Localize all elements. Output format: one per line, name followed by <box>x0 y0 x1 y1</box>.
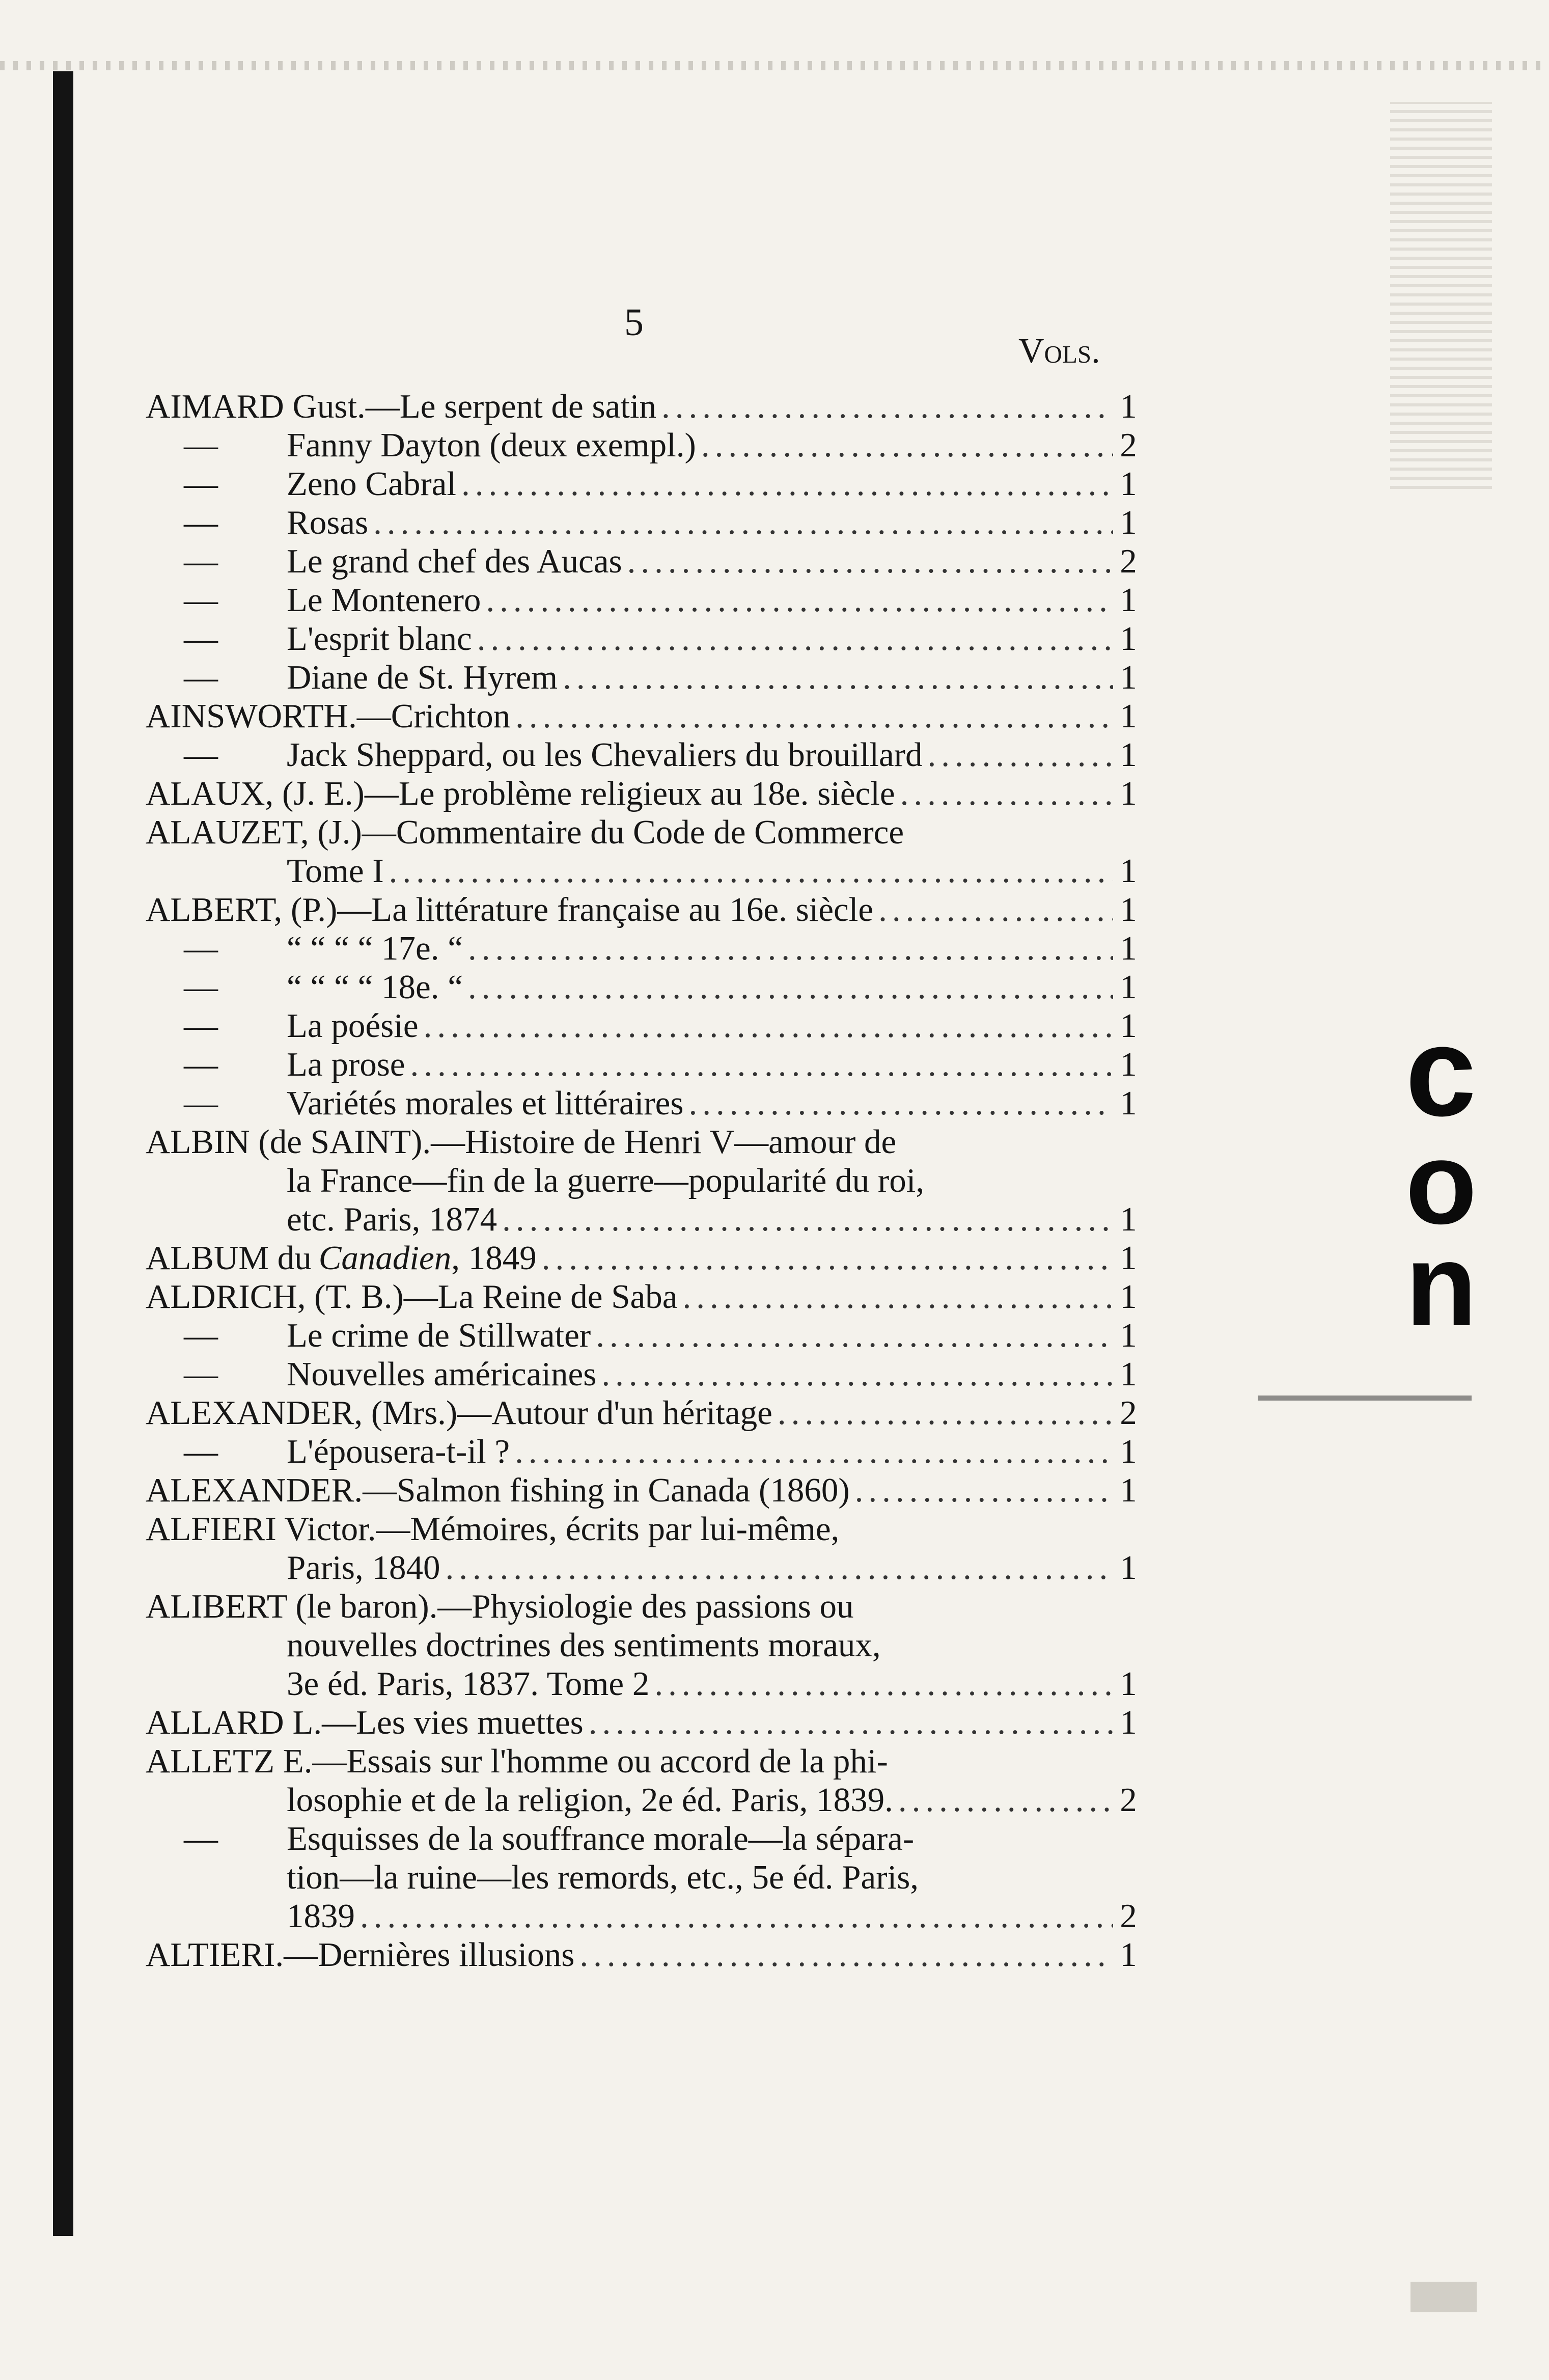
entry-continuation: Paris, 1840 ..... 1 <box>146 1548 1113 1587</box>
entry-title: —Autour d'un héritage <box>457 1394 772 1432</box>
dot-leader <box>661 387 1113 426</box>
dot-leader <box>654 1664 1113 1703</box>
ditto-dash: — <box>184 968 218 1006</box>
dot-leader <box>900 774 1113 813</box>
catalogue-entry <box>146 658 1137 697</box>
catalogue-entry <box>146 581 1137 619</box>
scan-margin-strip <box>1258 1396 1472 1401</box>
entry-title: Fanny Dayton (deux exempl.) <box>287 426 696 464</box>
volume-count: 1 <box>1120 1239 1137 1277</box>
author-name: ALTIERI. <box>146 1936 284 1974</box>
entry-continuation: Tome I ..... 1 <box>146 852 1113 890</box>
entry-title: —Essais sur l'homme ou accord de la phi- <box>312 1742 888 1780</box>
catalogue-entry <box>146 1355 1137 1393</box>
entry-title: L'épousera-t-il ? <box>287 1433 510 1470</box>
volume-count: 1 <box>1120 1936 1137 1974</box>
entry-title: —Histoire de Henri V—amour de <box>431 1123 897 1161</box>
entry-title: “ “ “ “ 17e. “ <box>287 929 463 967</box>
catalogue-entry <box>146 619 1137 658</box>
volume-count: 1 <box>1120 1704 1137 1741</box>
volume-count: 2 <box>1120 1781 1137 1819</box>
author-name: ALBUM du <box>146 1239 312 1277</box>
volume-count: 1 <box>1120 1433 1137 1470</box>
dot-leader <box>682 1277 1113 1316</box>
author-name: ALLARD L. <box>146 1704 322 1741</box>
author-name: ALDRICH, (T. B.) <box>146 1278 404 1316</box>
binding-spine <box>53 71 73 2236</box>
entry-title: La poésie <box>287 1007 419 1045</box>
dot-leader <box>928 735 1114 774</box>
ditto-dash: — <box>184 504 218 541</box>
entry-title: Zeno Cabral <box>287 465 457 503</box>
catalogue-entry <box>146 1239 1137 1277</box>
ditto-dash: — <box>184 1007 218 1045</box>
catalogue-entry <box>146 387 1137 426</box>
volume-count: 1 <box>1120 929 1137 967</box>
ditto-dash: — <box>184 1820 218 1857</box>
page-number: 5 <box>624 301 644 344</box>
entry-title: Le crime de Stillwater <box>287 1317 591 1354</box>
dot-leader <box>701 426 1113 464</box>
ditto-dash: — <box>184 736 218 774</box>
entry-continuation: nouvelles doctrines des sentiments moraux, <box>287 1626 881 1664</box>
dot-leader <box>589 1703 1113 1742</box>
entry-title: Rosas <box>287 504 369 541</box>
author-name: AINSWORTH. <box>146 697 357 735</box>
entry-title: —Le serpent de satin <box>365 388 656 425</box>
catalogue-entries <box>146 387 1137 1974</box>
dot-leader <box>486 581 1113 619</box>
volume-count: 1 <box>1120 852 1137 890</box>
catalogue-entry <box>146 697 1137 735</box>
dot-leader <box>502 1200 1113 1239</box>
ditto-dash: — <box>184 581 218 619</box>
dot-leader <box>373 503 1113 542</box>
bleed-through-glyph: o <box>1405 1117 1477 1248</box>
dot-leader <box>563 658 1113 697</box>
volume-count: 1 <box>1120 736 1137 774</box>
entry-title: —La Reine de Saba <box>403 1278 678 1316</box>
catalogue-entry <box>146 426 1137 464</box>
dot-leader <box>515 697 1113 735</box>
catalogue-entry <box>146 1510 1113 1548</box>
catalogue-entry <box>146 1277 1137 1316</box>
entry-title: —Crichton <box>356 697 511 735</box>
dot-leader <box>688 1084 1113 1123</box>
volume-count: 1 <box>1120 775 1137 812</box>
catalogue-entry <box>146 1819 1113 1858</box>
author-name: ALAUZET, (J.) <box>146 813 362 851</box>
volume-count: 1 <box>1120 1046 1137 1083</box>
dot-leader <box>878 890 1113 929</box>
ditto-dash: — <box>184 620 218 658</box>
author-name: ALIBERT (le baron). <box>146 1588 438 1625</box>
volume-count: 1 <box>1120 968 1137 1006</box>
ditto-dash: — <box>184 465 218 503</box>
entry-title: Le grand chef des Aucas <box>287 542 622 580</box>
entry-title: Esquisses de la souffrance morale—la sépara- <box>287 1820 915 1857</box>
author-name: ALBIN (de SAINT). <box>146 1123 431 1161</box>
dot-leader <box>468 929 1113 968</box>
catalogue-entry <box>146 735 1137 774</box>
volume-count: 2 <box>1120 1394 1137 1432</box>
catalogue-entry <box>146 1316 1137 1355</box>
volume-count: 1 <box>1120 1084 1137 1122</box>
dot-leader <box>446 1548 1114 1587</box>
entry-title: “ “ “ “ 18e. “ <box>287 968 463 1006</box>
scan-top-edge <box>0 61 1549 70</box>
dot-leader <box>627 542 1113 581</box>
catalogue-entry <box>146 890 1137 929</box>
dot-leader <box>542 1239 1113 1277</box>
entry-title: —Mémoires, écrits par lui-même, <box>376 1510 840 1548</box>
dot-leader <box>360 1897 1113 1935</box>
entry-title: —Commentaire du Code de Commerce <box>362 813 904 851</box>
dot-leader <box>579 1935 1113 1974</box>
volume-count: 1 <box>1120 1471 1137 1509</box>
author-name: ALAUX, (J. E.) <box>146 775 365 812</box>
catalogue-entry <box>146 1703 1137 1742</box>
entry-title: Le Montenero <box>287 581 481 619</box>
author-name: ALEXANDER, (Mrs.) <box>146 1394 458 1432</box>
catalogue-entry <box>146 1587 1113 1626</box>
author-name: ALLETZ E. <box>146 1742 313 1780</box>
ditto-dash: — <box>184 1046 218 1083</box>
ditto-dash: — <box>184 1317 218 1354</box>
catalogue-entry <box>146 1432 1137 1471</box>
entry-continuation: 3e éd. Paris, 1837. Tome 2 ..... 1 <box>146 1664 1113 1703</box>
entry-continuation: la France—fin de la guerre—popularité du roi, <box>287 1162 925 1199</box>
ditto-dash: — <box>184 1084 218 1122</box>
catalogue-entry <box>146 968 1137 1006</box>
volume-count: 1 <box>1120 891 1137 928</box>
dot-leader <box>410 1045 1113 1084</box>
dot-leader <box>389 852 1113 890</box>
volume-count: 1 <box>1120 581 1137 619</box>
dot-leader <box>601 1355 1113 1393</box>
entry-continuation: 1839 ..... 2 <box>146 1897 1113 1935</box>
entry-continuation: losophie et de la religion, 2e éd. Paris, 1839. ..... 2 <box>146 1781 1113 1819</box>
scan-right-edge <box>1390 102 1492 489</box>
catalogue-entry <box>146 1742 1113 1781</box>
entry-title: —Le problème religieux au 18e. siècle <box>364 775 895 812</box>
volume-count: 1 <box>1120 1007 1137 1045</box>
volume-count: 1 <box>1120 1200 1137 1238</box>
ditto-dash: — <box>184 929 218 967</box>
volume-count: 2 <box>1120 542 1137 580</box>
catalogue-entry <box>146 1006 1137 1045</box>
volume-count: 2 <box>1120 426 1137 464</box>
bleed-through-glyph: c <box>1405 1000 1477 1142</box>
entry-title: —Les vies muettes <box>322 1704 584 1741</box>
dot-leader <box>778 1393 1113 1432</box>
dot-leader <box>477 619 1113 658</box>
author-name: ALBERT, (P.) <box>146 891 338 928</box>
dot-leader <box>855 1471 1113 1510</box>
entry-title: Jack Sheppard, ou les Chevaliers du brouillard <box>287 736 923 774</box>
volume-count: 1 <box>1120 388 1137 425</box>
dot-leader <box>424 1006 1113 1045</box>
bleed-through-glyph: n <box>1405 1219 1477 1350</box>
catalogue-entry <box>146 542 1137 581</box>
catalogue-entry <box>146 1471 1137 1510</box>
dot-leader <box>898 1781 1113 1819</box>
ditto-dash: — <box>184 1355 218 1393</box>
entry-continuation: etc. Paris, 1874 ..... 1 <box>146 1200 1113 1239</box>
entry-title: —Salmon fishing in Canada (1860) <box>363 1471 850 1509</box>
entry-title: Canadien, 1849 <box>318 1239 537 1277</box>
catalogue-entry <box>146 1935 1137 1974</box>
catalogue-entry <box>146 1084 1137 1123</box>
entry-title: Nouvelles américaines <box>287 1355 597 1393</box>
catalogue-entry <box>146 1393 1137 1432</box>
entry-title: La prose <box>287 1046 405 1083</box>
entry-title: —Physiologie des passions ou <box>437 1588 854 1625</box>
vols-column-header: Vols. <box>1018 332 1100 371</box>
entry-continuation: tion—la ruine—les remords, etc., 5e éd. Paris, <box>287 1858 919 1896</box>
author-name: AIMARD Gust. <box>146 388 366 425</box>
catalogue-entry <box>146 464 1137 503</box>
entry-title: Diane de St. Hyrem <box>287 659 558 696</box>
volume-count: 1 <box>1120 659 1137 696</box>
dot-leader <box>515 1432 1113 1471</box>
ditto-dash: — <box>184 659 218 696</box>
volume-count: 1 <box>1120 1665 1137 1703</box>
scan-corner-mark <box>1410 2282 1477 2312</box>
ditto-dash: — <box>184 1433 218 1470</box>
volume-count: 1 <box>1120 465 1137 503</box>
ditto-dash: — <box>184 426 218 464</box>
author-name: ALEXANDER. <box>146 1471 363 1509</box>
catalogue-entry <box>146 929 1137 968</box>
author-name: ALFIERI Victor. <box>146 1510 376 1548</box>
dot-leader <box>596 1316 1113 1355</box>
catalogue-entry <box>146 813 1113 852</box>
catalogue-entry <box>146 1045 1137 1084</box>
volume-count: 1 <box>1120 697 1137 735</box>
dot-leader <box>468 968 1113 1006</box>
volume-count: 1 <box>1120 620 1137 658</box>
entry-title: —Dernières illusions <box>284 1936 575 1974</box>
volume-count: 1 <box>1120 504 1137 541</box>
entry-title: Variétés morales et littéraires <box>287 1084 684 1122</box>
volume-count: 1 <box>1120 1549 1137 1586</box>
volume-count: 1 <box>1120 1317 1137 1354</box>
catalogue-entry <box>146 1123 1113 1161</box>
volume-count: 1 <box>1120 1278 1137 1316</box>
volume-count: 1 <box>1120 1355 1137 1393</box>
catalogue-entry <box>146 503 1137 542</box>
entry-title: —La littérature française au 16e. siècle <box>337 891 874 928</box>
catalogue-entry <box>146 774 1137 813</box>
ditto-dash: — <box>184 542 218 580</box>
dot-leader <box>461 464 1113 503</box>
volume-count: 2 <box>1120 1897 1137 1935</box>
entry-title: L'esprit blanc <box>287 620 472 658</box>
